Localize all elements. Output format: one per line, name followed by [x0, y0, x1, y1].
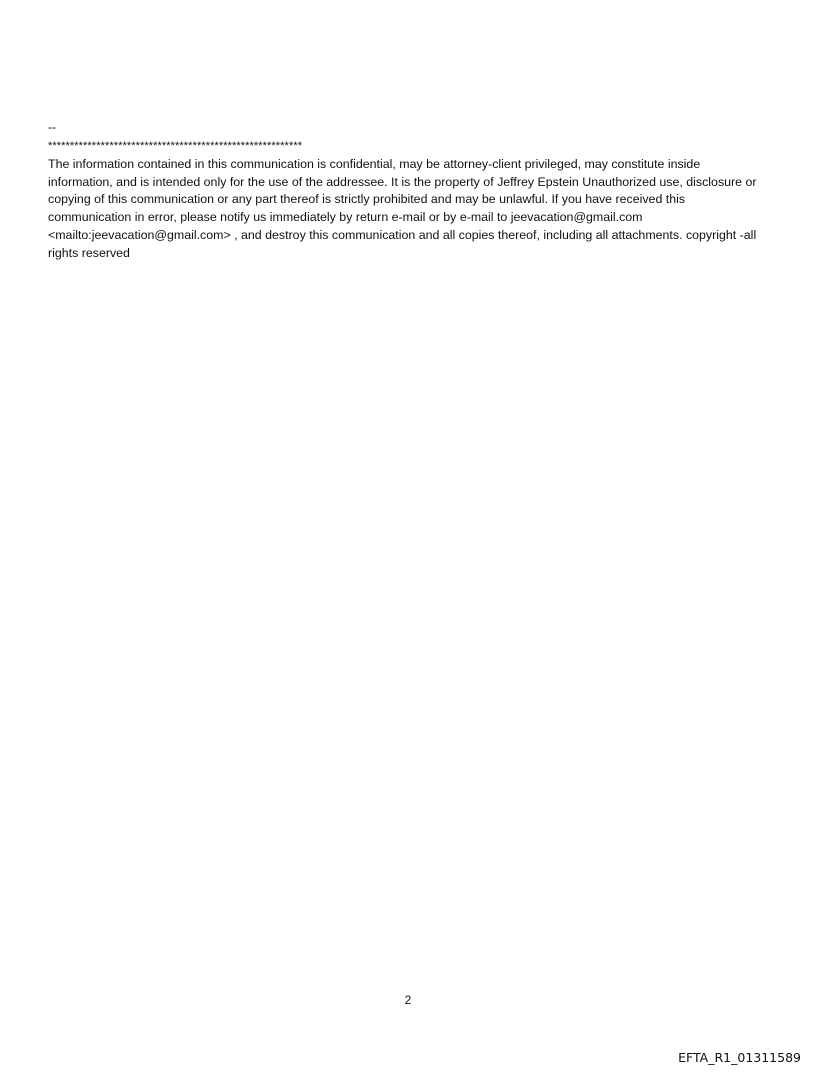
- signature-dash: --: [48, 120, 57, 134]
- email-body: [48, 119, 768, 263]
- confidentiality-disclaimer: The information contained in this communication is confidential, may be attorney-client privileged, may constitute inside information, and is intended only for the use of the addressee. It is the property of Jeffrey Epstein Unauthorized use, disclosure or copying of this communication or any part thereof is strictly prohibited and may be unlawful. If you have received this communication in error, please notify us immediately by return e-mail or by e-mail to jeevacation@gmail.com <mailto:jeevacation@gmail.com> , and destroy this communication and all copies thereof, including all attachments. copyright -all rights reserved: [48, 156, 757, 260]
- asterisk-separator: **********************************************************: [48, 139, 303, 152]
- page-number: 2: [404, 993, 412, 1007]
- bates-number: EFTA_R1_01311589: [678, 1050, 801, 1065]
